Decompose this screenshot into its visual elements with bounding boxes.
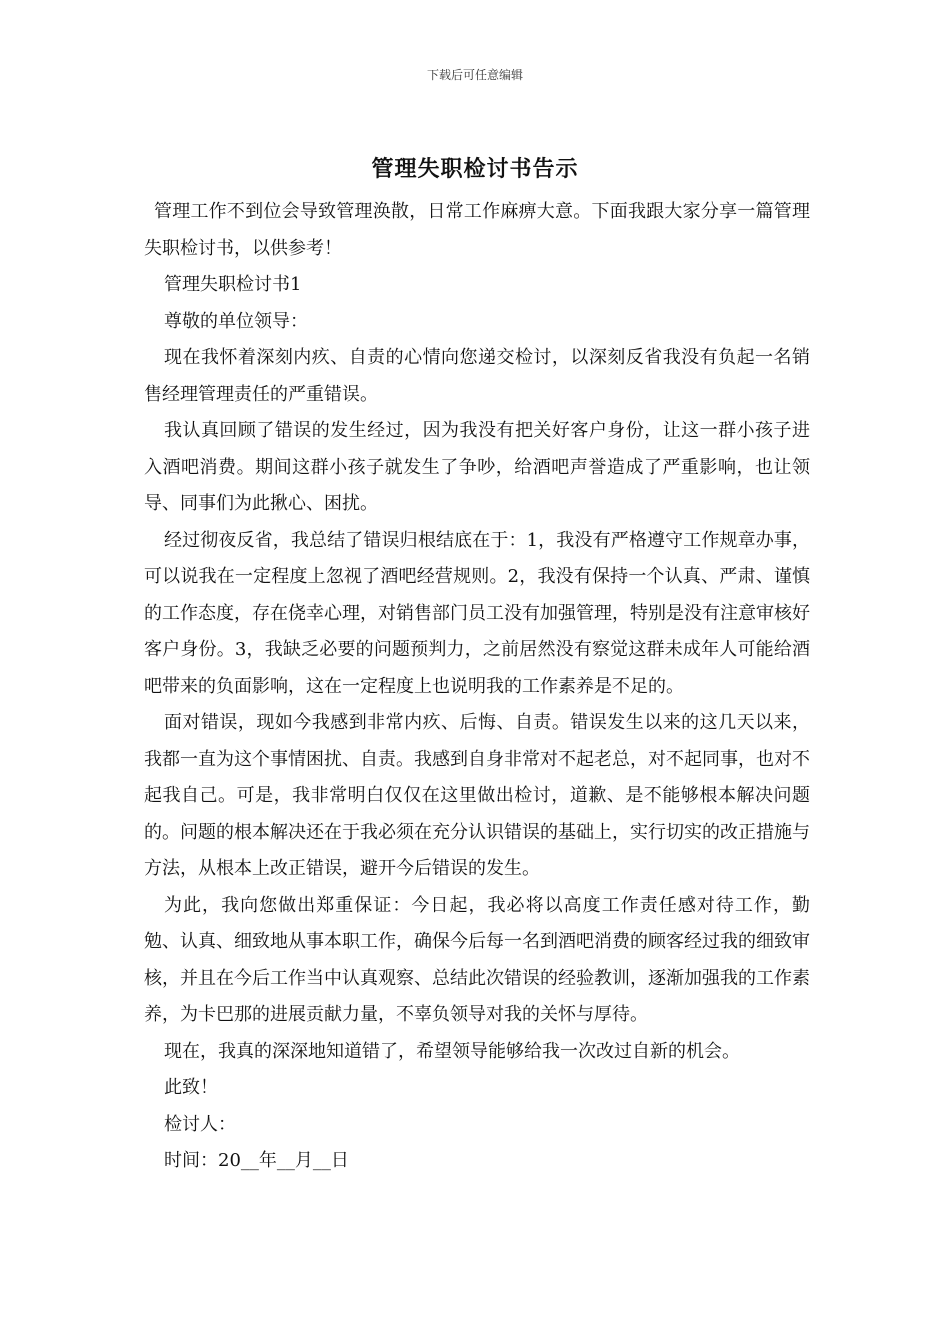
signature-line: 检讨人： bbox=[164, 1113, 236, 1135]
intro-paragraph: 管理工作不到位会导致管理涣散，日常工作麻痹大意。下面我跟大家分享一篇管理失职检讨书，以供参考！ bbox=[144, 201, 810, 259]
body-paragraph: 现在我怀着深刻内疚、自责的心情向您递交检讨，以深刻反省我没有负起一名销售经理管理责任的严重错误。 bbox=[144, 347, 810, 405]
body-paragraph: 面对错误，现如今我感到非常内疚、后悔、自责。错误发生以来的这几天以来，我都一直为这个事情困扰、自责。我感到自身非常对不起老总，对不起同事，也对不起我自己。可是，我非常明白仅仅在这里做出检讨，道歉、是不能够根本解决问题的。问题的根本解决还在于我必须在充分认识错误的基础上，实行切实的改正措施与方法，从根本上改正错误，避开今后错误的发生。 bbox=[144, 712, 810, 879]
salutation: 尊敬的单位领导： bbox=[164, 310, 308, 332]
section-heading: 管理失职检讨书1 bbox=[164, 274, 302, 295]
document-body bbox=[144, 194, 810, 1180]
body-paragraph: 我认真回顾了错误的发生经过，因为我没有把关好客户身份，让这一群小孩子进入酒吧消费。期间这群小孩子就发生了争吵，给酒吧声誉造成了严重影响，也让领导、同事们为此揪心、困扰。 bbox=[144, 420, 810, 514]
body-paragraph: 现在，我真的深深地知道错了，希望领导能够给我一次改过自新的机会。 bbox=[164, 1040, 740, 1062]
header-note: 下载后可任意编辑 bbox=[426, 68, 523, 82]
closing: 此致！ bbox=[164, 1077, 218, 1098]
body-paragraph: 为此，我向您做出郑重保证：今日起，我必将以高度工作责任感对待工作，勤勉、认真、细致地从事本职工作，确保今后每一名到酒吧消费的顾客经过我的细致审核，并且在今后工作当中认真观察、总结此次错误的经验教训，逐渐加强我的工作素养，为卡巴那的进展贡献力量，不辜负领导对我的关怀与厚待。 bbox=[144, 894, 810, 1025]
body-paragraph: 经过彻夜反省，我总结了错误归根结底在于：1，我没有严格遵守工作规章办事，可以说我在一定程度上忽视了酒吧经营规则。2，我没有保持一个认真、严肃、谨慎的工作态度，存在侥幸心理，对销售部门员工没有加强管理，特别是没有注意审核好客户身份。3，我缺乏必要的问题预判力，之前居然没有察觉这群未成年人可能给酒吧带来的负面影响，这在一定程度上也说明我的工作素养是不足的。 bbox=[144, 529, 810, 697]
date-line: 时间：20__年__月__日 bbox=[164, 1150, 349, 1171]
document-title: 管理失职检讨书告示 bbox=[371, 156, 579, 182]
